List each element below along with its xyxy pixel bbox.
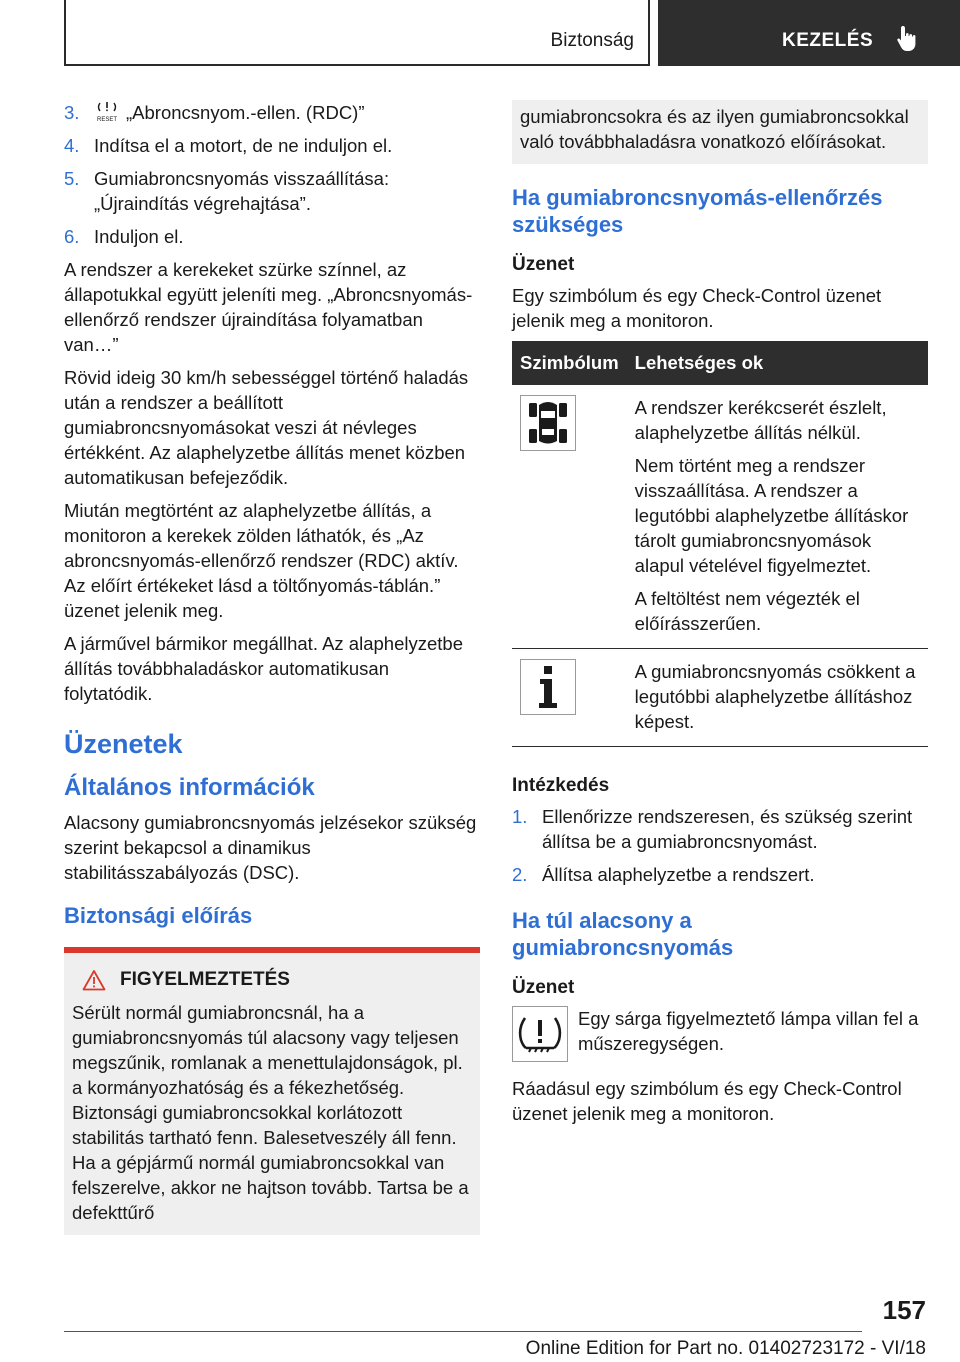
table-row (512, 385, 928, 649)
paragraph: Rövid ideig 30 km/h sebességgel történő haladás után a rendszer a beállított gumiabroncsnyomásokat veszi át névleges értékként. Az alaphelyzetbe állítás menet közben automatikusan befejeződik. (64, 367, 469, 488)
paragraph: A rendszer a kerekeket szürke színnel, az állapotukkal együtt jeleníti meg. „Abroncsnyomás-ellenőrző rendszer újraindítása folyamatban van…” (64, 259, 473, 355)
warning-box-continuation (512, 100, 928, 164)
table-row (512, 649, 928, 747)
list-item (64, 100, 480, 125)
step-number: 3. (64, 102, 80, 123)
step-number: 4. (64, 135, 80, 156)
step-number: 5. (64, 168, 80, 189)
list-item (64, 224, 480, 249)
symbol-frame (520, 659, 576, 715)
heading-too-low: Ha túl alacsony a gumiabroncsnyomás (512, 908, 734, 960)
steps-list (64, 100, 480, 249)
heading-messages: Üzenetek (64, 729, 183, 759)
tire-reset-icon (94, 101, 120, 123)
symbol-table (512, 341, 928, 747)
info-icon (536, 665, 560, 709)
list-item (64, 133, 480, 158)
header-divider (64, 0, 66, 66)
message-row (512, 1006, 928, 1062)
heading-general-info: Általános információk (64, 774, 315, 801)
header-divider (648, 0, 650, 66)
page-number: 157 (882, 1295, 926, 1325)
tire-pressure-warning-icon (517, 1014, 563, 1054)
heading-action: Intézkedés (512, 775, 610, 796)
table-cell-symbol (512, 649, 627, 747)
pointing-hand-icon (896, 24, 920, 52)
heading-message: Üzenet (512, 977, 575, 998)
column-header-symbol: Szimbólum (512, 341, 627, 385)
list-item (64, 166, 480, 216)
footer-divider (64, 1331, 862, 1332)
list-item (512, 804, 928, 854)
paragraph: A járművel bármikor megállhat. Az alaphelyzetbe állítás továbbhaladáskor automatikusan folytatódik. (64, 633, 463, 704)
step-text: Indítsa el a motort, de ne induljon el. (94, 135, 393, 156)
cause-text: A feltöltést nem végezték el előírásszerűen. (634, 588, 860, 634)
step-text: Induljon el. (94, 226, 184, 247)
heading-pressure-check: Ha gumiabroncsnyomás-ellenőrzés szükséges (512, 185, 883, 237)
table-cell-cause (627, 385, 928, 649)
warning-text: Sérült normál gumiabroncsnál, ha a gumiabroncsnyomás túl alacsony vagy teljesen megszűnik, romlanak a menettulajdonságok, pl. a kormányozhatóság és a fékezhetőség. Biztonsági gumiabroncsokkal korlátozott stabilitás tartható fenn. Balesetveszély áll fenn. Ha a gépjármű normál gumiabroncsokkal van felszerelve, akkor ne hajtson tovább. Tartsa be a defekttűrő (72, 1002, 469, 1223)
warning-text: gumiabroncsokra és az ilyen gumiabroncsokkal való továbbhaladásra vonatkozó előírásokat. (520, 106, 909, 152)
column-header-cause: Lehetséges ok (627, 341, 928, 385)
warning-title: FIGYELMEZTETÉS (120, 969, 290, 990)
warning-header (72, 967, 472, 992)
cause-text: A rendszer kerékcserét észlelt, alaphelyzetbe állítás nélkül. (634, 397, 887, 443)
step-text: Ellenőrizze rendszeresen, és szükség szerint állítsa be a gumiabroncsnyomást. (542, 806, 913, 852)
page-header (0, 0, 960, 66)
step-number: 2. (512, 864, 528, 885)
chapter-tab[interactable] (658, 0, 960, 66)
step-number: 6. (64, 226, 80, 247)
symbol-frame (520, 395, 576, 451)
chapter-label: KEZELÉS (782, 30, 874, 51)
list-item (512, 862, 928, 887)
actions-list (512, 804, 928, 887)
step-text: Állítsa alaphelyzetbe a rendszert. (542, 864, 815, 885)
left-column (64, 100, 480, 1235)
heading-message: Üzenet (512, 254, 575, 275)
warning-box (64, 947, 480, 1235)
warning-triangle-icon (82, 969, 106, 991)
svg-text:RESET: RESET (96, 117, 118, 123)
table-header-row (512, 341, 928, 385)
footer-edition: Online Edition for Part no. 01402723172 - VI/18 (525, 1338, 926, 1359)
right-column (512, 100, 928, 1134)
table-cell-cause (627, 649, 928, 747)
step-text: „Abroncsnyom.-ellen. (RDC)” (126, 102, 365, 123)
step-number: 1. (512, 806, 528, 827)
paragraph: Alacsony gumiabroncsnyomás jelzésekor szükség szerint bekapcsol a dinamikus stabilitásszabályozás (DSC). (64, 812, 477, 883)
heading-safety: Biztonsági előírás (64, 903, 253, 928)
step-text: Gumiabroncsnyomás visszaállítása: „Újraindítás végrehajtása”. (94, 168, 390, 214)
paragraph: Egy szimbólum és egy Check-Control üzenet jelenik meg a monitoron. (512, 285, 882, 331)
paragraph: Egy sárga figyelmeztető lámpa villan fel a műszeregységen. (578, 1008, 919, 1054)
tire-car-icon (528, 399, 568, 447)
symbol-frame (512, 1006, 568, 1062)
cause-text: Nem történt meg a rendszer visszaállítása. A rendszer a legutóbbi alaphelyzetbe állításkor tárolt gumiabroncsnyomások alapul vételével figyelmeztet. (634, 455, 909, 576)
section-title: Biztonság (550, 30, 634, 51)
paragraph: Ráadásul egy szimbólum és egy Check-Control üzenet jelenik meg a monitoron. (512, 1078, 902, 1124)
cause-text: A gumiabroncsnyomás csökkent a legutóbbi alaphelyzetbe állításhoz képest. (634, 661, 916, 732)
header-divider (64, 64, 650, 66)
table-cell-symbol (512, 385, 627, 649)
paragraph: Miután megtörtént az alaphelyzetbe állítás, a monitoron a kerekek zölden láthatók, és „Az abroncsnyomás-ellenőrző rendszer (RDC) aktív. Az előírt értékeket lásd a töltőnyomás-táblán.” üzenet jelenik meg. (64, 500, 459, 621)
